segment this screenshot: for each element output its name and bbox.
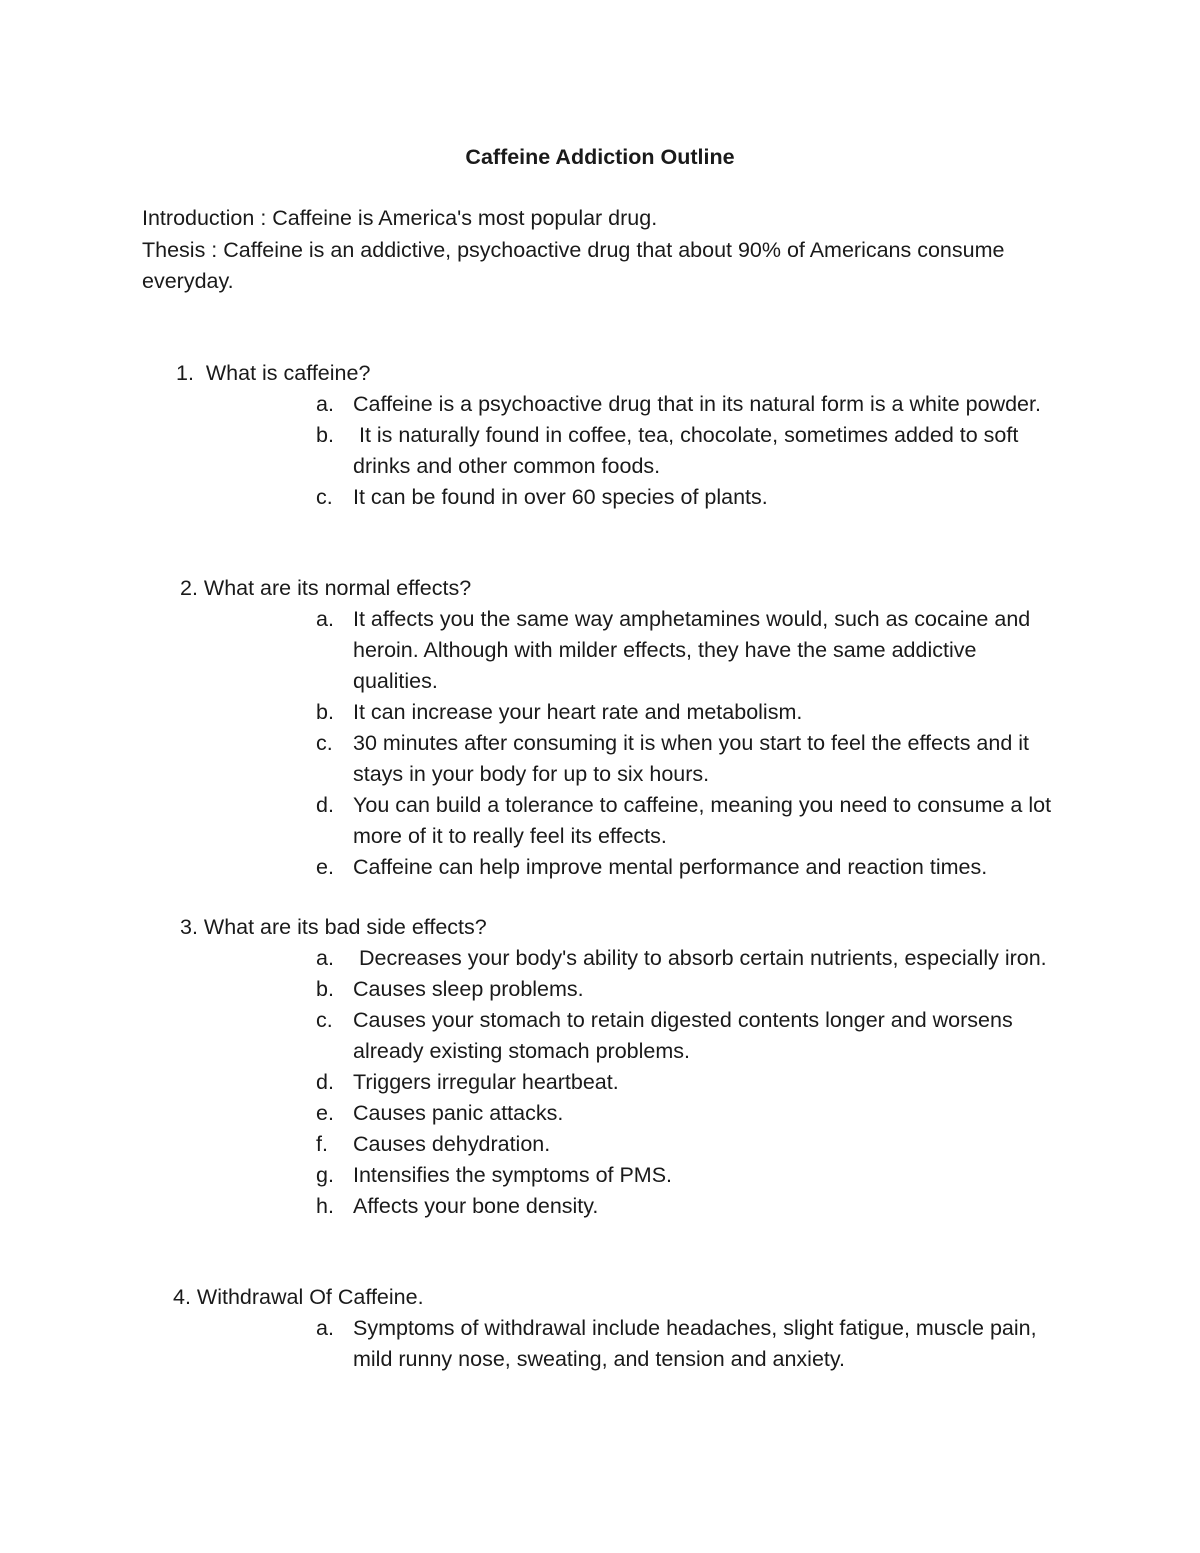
section-items bbox=[0, 389, 1200, 513]
item-marker: a. bbox=[316, 392, 334, 416]
list-item bbox=[0, 1191, 1200, 1222]
item-marker: d. bbox=[316, 793, 334, 817]
item-text: Causes sleep problems. bbox=[353, 977, 584, 1001]
section-heading: 4. Withdrawal Of Caffeine. bbox=[173, 1285, 424, 1309]
thesis-text: Thesis : Caffeine is an addictive, psychoactive drug that about 90% of Americans consume everyday. bbox=[142, 237, 1005, 293]
item-marker: f. bbox=[316, 1132, 328, 1156]
item-text: Symptoms of withdrawal include headaches, slight fatigue, muscle pain, mild runny nose, sweating, and tension and anxiety. bbox=[353, 1316, 1043, 1371]
list-item bbox=[0, 420, 1200, 482]
intro-block bbox=[142, 203, 1022, 298]
item-marker: b. bbox=[316, 423, 334, 447]
list-item bbox=[0, 1067, 1200, 1098]
item-text: Affects your bone density. bbox=[353, 1194, 599, 1218]
list-item bbox=[0, 697, 1200, 728]
list-item bbox=[0, 389, 1200, 420]
list-item bbox=[0, 943, 1200, 974]
item-text: It affects you the same way amphetamines would, such as cocaine and heroin. Although with milder effects, they have the same addictive qualities. bbox=[353, 607, 1037, 693]
item-text: It can be found in over 60 species of plants. bbox=[353, 485, 768, 509]
item-marker: e. bbox=[316, 855, 334, 879]
item-marker: g. bbox=[316, 1163, 334, 1187]
item-text: It can increase your heart rate and metabolism. bbox=[353, 700, 803, 724]
list-item bbox=[0, 482, 1200, 513]
section-heading: 1. What is caffeine? bbox=[176, 361, 371, 385]
item-marker: a. bbox=[316, 1316, 334, 1340]
item-marker: c. bbox=[316, 1008, 333, 1032]
list-item bbox=[0, 1160, 1200, 1191]
list-item bbox=[0, 1098, 1200, 1129]
section-heading: 3. What are its bad side effects? bbox=[180, 915, 487, 939]
section-items bbox=[0, 943, 1200, 1222]
page-title: Caffeine Addiction Outline bbox=[465, 145, 735, 169]
list-item bbox=[0, 974, 1200, 1005]
item-marker: c. bbox=[316, 485, 333, 509]
item-text: Caffeine can help improve mental performance and reaction times. bbox=[353, 855, 988, 879]
list-item bbox=[0, 1313, 1200, 1375]
item-marker: b. bbox=[316, 700, 334, 724]
item-text: Decreases your body's ability to absorb certain nutrients, especially iron. bbox=[353, 946, 1047, 970]
item-text: Causes dehydration. bbox=[353, 1132, 551, 1156]
item-text: It is naturally found in coffee, tea, chocolate, sometimes added to soft drinks and other common foods. bbox=[353, 423, 1025, 478]
item-marker: c. bbox=[316, 731, 333, 755]
item-text: Causes panic attacks. bbox=[353, 1101, 564, 1125]
item-marker: d. bbox=[316, 1070, 334, 1094]
item-marker: e. bbox=[316, 1101, 334, 1125]
item-text: You can build a tolerance to caffeine, meaning you need to consume a lot more of it to really feel its effects. bbox=[353, 793, 1058, 848]
item-text: Caffeine is a psychoactive drug that in its natural form is a white powder. bbox=[353, 392, 1041, 416]
introduction-text: Introduction : Caffeine is America's most popular drug. bbox=[142, 206, 658, 230]
section-items bbox=[0, 1313, 1200, 1375]
item-text: 30 minutes after consuming it is when you start to feel the effects and it stays in your body for up to six hours. bbox=[353, 731, 1036, 786]
list-item bbox=[0, 852, 1200, 883]
item-text: Intensifies the symptoms of PMS. bbox=[353, 1163, 673, 1187]
item-marker: a. bbox=[316, 607, 334, 631]
item-text: Triggers irregular heartbeat. bbox=[353, 1070, 619, 1094]
item-text: Causes your stomach to retain digested contents longer and worsens already existing stomach problems. bbox=[353, 1008, 1019, 1063]
item-marker: h. bbox=[316, 1194, 334, 1218]
list-item bbox=[0, 604, 1200, 697]
list-item bbox=[0, 1129, 1200, 1160]
list-item bbox=[0, 790, 1200, 852]
section-items bbox=[0, 604, 1200, 883]
item-marker: b. bbox=[316, 977, 334, 1001]
item-marker: a. bbox=[316, 946, 334, 970]
section-heading: 2. What are its normal effects? bbox=[180, 576, 472, 600]
list-item bbox=[0, 728, 1200, 790]
list-item bbox=[0, 1005, 1200, 1067]
